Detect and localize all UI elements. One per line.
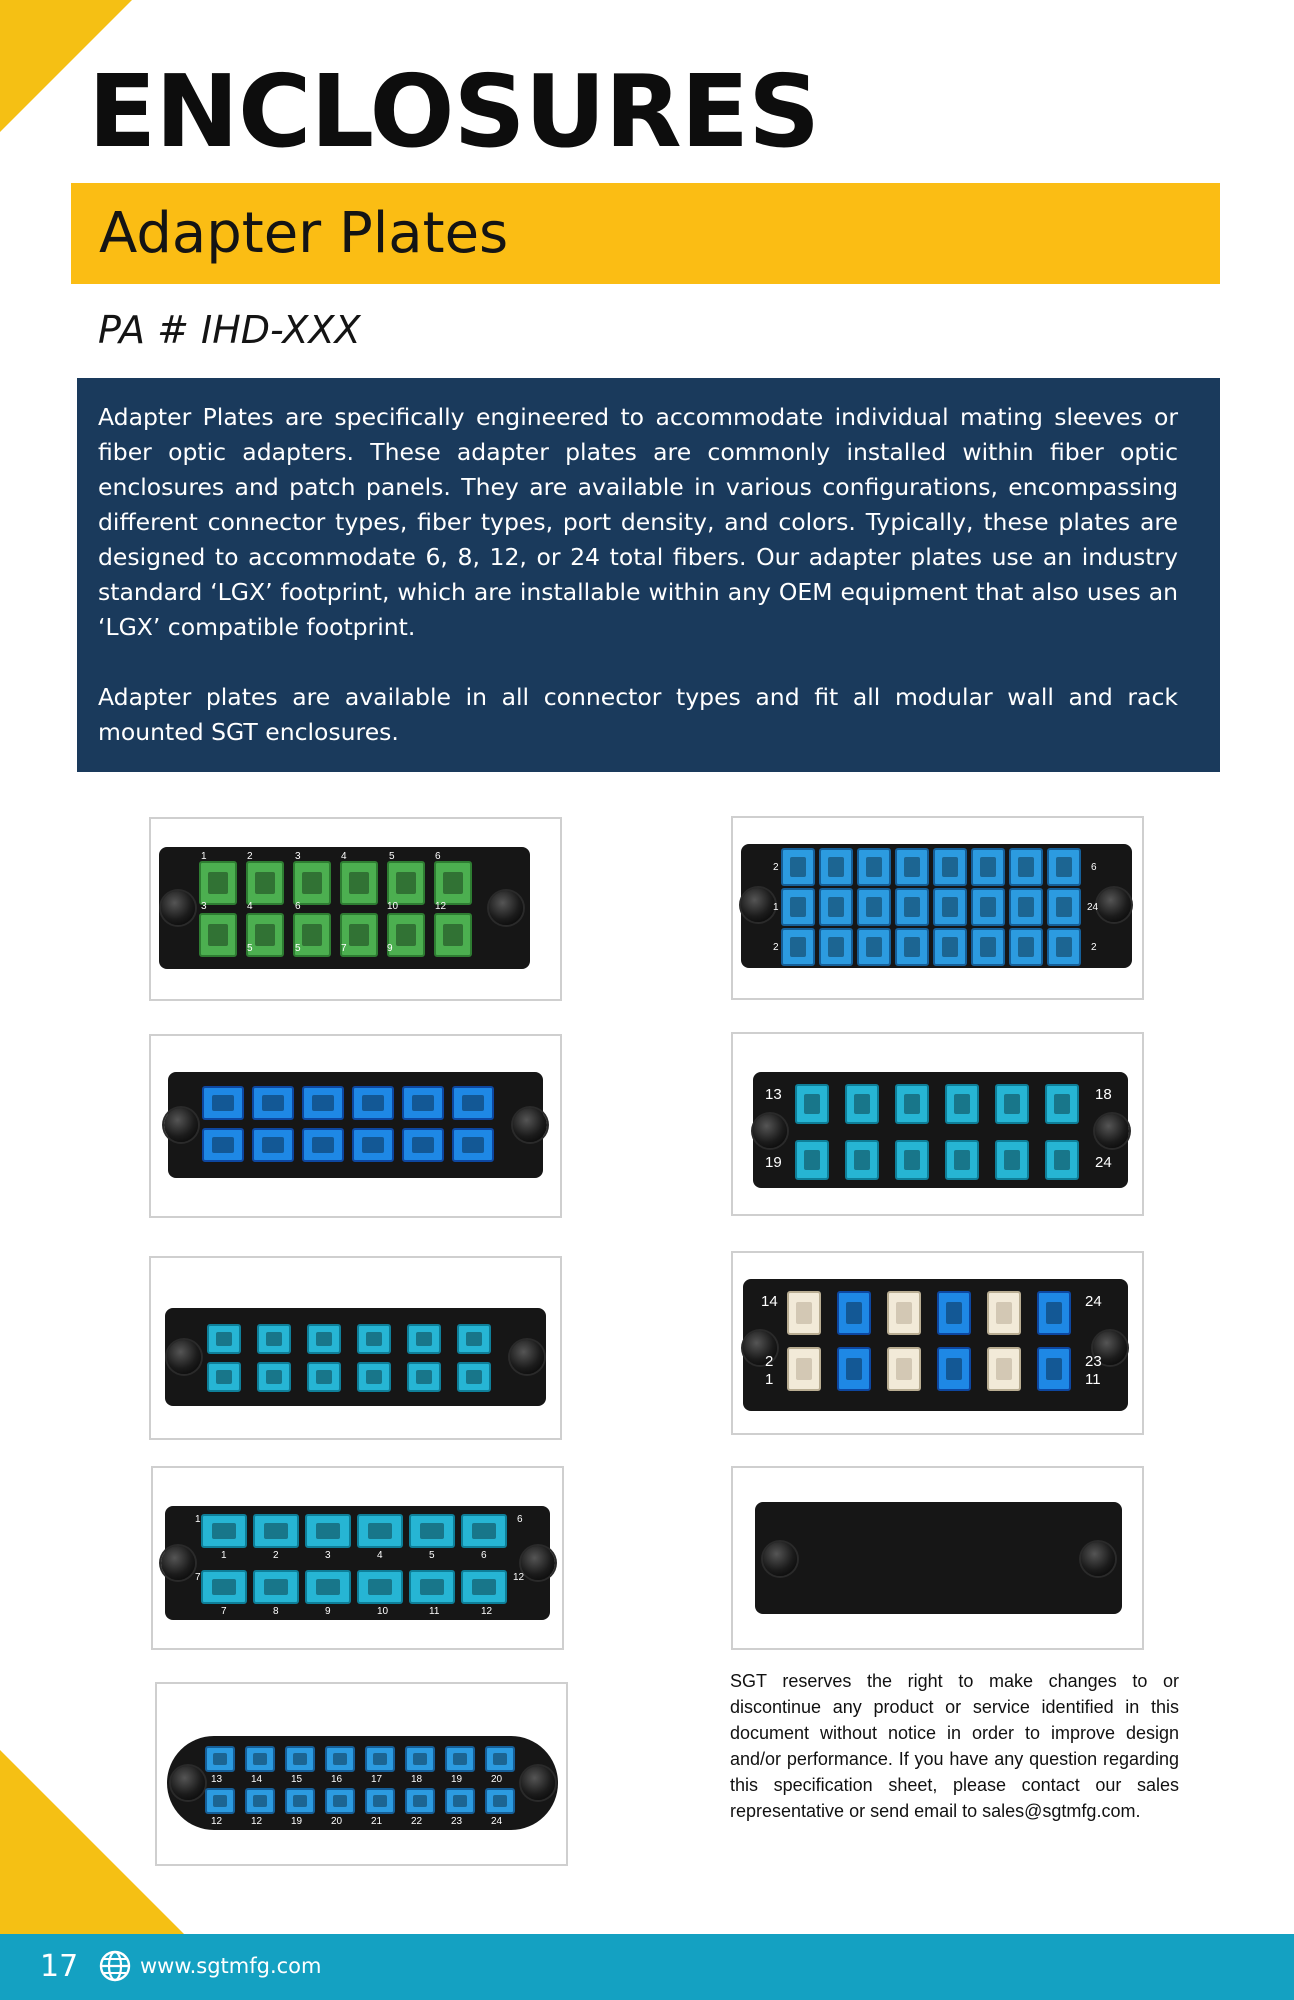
adapter-port bbox=[340, 861, 378, 905]
website-link[interactable]: www.sgtmfg.com bbox=[140, 1954, 322, 1978]
port-number-label: 12 bbox=[481, 1606, 493, 1617]
adapter-port bbox=[409, 1514, 455, 1548]
adapter-port bbox=[461, 1514, 507, 1548]
adapter-port bbox=[205, 1788, 235, 1814]
port-label: 2 bbox=[1091, 942, 1097, 953]
adapter-port bbox=[819, 888, 853, 926]
adapter-port bbox=[325, 1788, 355, 1814]
adapter-port bbox=[257, 1324, 291, 1354]
page-title: ENCLOSURES bbox=[88, 53, 820, 170]
product-image-blue-lc-plate bbox=[149, 1034, 562, 1218]
adapter-port bbox=[409, 1570, 455, 1604]
adapter-port bbox=[987, 1347, 1021, 1391]
port-number-label: 14 bbox=[251, 1774, 263, 1785]
adapter-port bbox=[933, 928, 967, 966]
adapter-port bbox=[895, 1084, 929, 1124]
port-number-label: 12 bbox=[211, 1816, 223, 1827]
adapter-port bbox=[407, 1362, 441, 1392]
port-number-label: 11 bbox=[429, 1606, 440, 1617]
thumbscrew-right bbox=[1095, 1114, 1129, 1148]
port-label: 7 bbox=[341, 943, 347, 954]
port-label: 2 bbox=[765, 1353, 774, 1370]
adapter-port bbox=[895, 1140, 929, 1180]
adapter-port bbox=[937, 1347, 971, 1391]
description-paragraph-2: Adapter plates are available in all connector types and fit all modular wall and rack mounted SGT enclosures. bbox=[98, 683, 1178, 746]
adapter-plate-panel bbox=[743, 1279, 1128, 1411]
adapter-plate-panel bbox=[167, 1736, 558, 1830]
adapter-port bbox=[352, 1086, 394, 1120]
port-label: 4 bbox=[341, 851, 347, 862]
port-label: 12 bbox=[513, 1572, 525, 1583]
port-label: 5 bbox=[247, 943, 253, 954]
adapter-port bbox=[357, 1362, 391, 1392]
adapter-port bbox=[205, 1746, 235, 1772]
thumbscrew-left bbox=[161, 1546, 195, 1580]
adapter-port bbox=[857, 888, 891, 926]
adapter-port bbox=[199, 861, 237, 905]
disclaimer-text: SGT reserves the right to make changes to or discontinue any product or service identified in this document without notice in order to improve design and/or performance. If you have any question regarding this specification sheet, please contact our sales representative or send email to sales@sgtmfg.com. bbox=[730, 1671, 1179, 1821]
adapter-port bbox=[387, 861, 425, 905]
adapter-port bbox=[461, 1570, 507, 1604]
port-label: 6 bbox=[295, 901, 301, 912]
adapter-port bbox=[1009, 888, 1043, 926]
description-box bbox=[77, 378, 1220, 772]
port-label: 2 bbox=[247, 851, 253, 862]
port-number-label: 20 bbox=[331, 1816, 343, 1827]
port-label: 1 bbox=[201, 851, 207, 862]
port-label: 2 bbox=[773, 862, 779, 873]
port-number-label: 24 bbox=[491, 1816, 503, 1827]
adapter-port bbox=[207, 1362, 241, 1392]
port-label: 4 bbox=[247, 901, 253, 912]
adapter-port bbox=[1037, 1347, 1071, 1391]
adapter-port bbox=[445, 1746, 475, 1772]
adapter-port bbox=[253, 1514, 299, 1548]
port-number-label: 1 bbox=[221, 1550, 227, 1561]
adapter-port bbox=[325, 1746, 355, 1772]
adapter-port bbox=[365, 1788, 395, 1814]
port-label: 24 bbox=[1087, 902, 1099, 913]
thumbscrew-right bbox=[521, 1546, 555, 1580]
adapter-port bbox=[357, 1514, 403, 1548]
adapter-port bbox=[485, 1788, 515, 1814]
adapter-port bbox=[895, 928, 929, 966]
port-label: 18 bbox=[1095, 1086, 1112, 1103]
port-label: 24 bbox=[1095, 1154, 1112, 1171]
adapter-port bbox=[245, 1788, 275, 1814]
product-image-green-lc-plate bbox=[149, 817, 562, 1001]
adapter-port bbox=[246, 861, 284, 905]
adapter-port bbox=[293, 861, 331, 905]
port-number-label: 12 bbox=[251, 1816, 263, 1827]
port-label: 24 bbox=[1085, 1293, 1102, 1310]
adapter-port bbox=[285, 1788, 315, 1814]
adapter-port bbox=[245, 1746, 275, 1772]
adapter-port bbox=[457, 1362, 491, 1392]
port-number-label: 22 bbox=[411, 1816, 423, 1827]
adapter-port bbox=[1047, 928, 1081, 966]
adapter-port bbox=[781, 848, 815, 886]
product-image-aqua-lc-12-plate bbox=[151, 1466, 564, 1650]
adapter-port bbox=[857, 848, 891, 886]
adapter-plate-panel bbox=[165, 1506, 550, 1620]
adapter-port bbox=[407, 1324, 441, 1354]
subtitle-bar bbox=[71, 183, 1220, 284]
port-label: 1 bbox=[195, 1514, 201, 1525]
adapter-port bbox=[307, 1324, 341, 1354]
adapter-port bbox=[202, 1086, 244, 1120]
adapter-port bbox=[819, 928, 853, 966]
port-label: 1 bbox=[765, 1371, 774, 1388]
port-label: 14 bbox=[761, 1293, 778, 1310]
adapter-port bbox=[887, 1347, 921, 1391]
port-number-label: 16 bbox=[331, 1774, 343, 1785]
adapter-port bbox=[252, 1128, 294, 1162]
adapter-plate-panel bbox=[159, 847, 530, 969]
port-label: 3 bbox=[201, 901, 207, 912]
thumbscrew-left bbox=[753, 1114, 787, 1148]
port-label: 5 bbox=[295, 943, 301, 954]
adapter-port bbox=[1037, 1291, 1071, 1335]
adapter-port bbox=[781, 888, 815, 926]
adapter-port bbox=[357, 1324, 391, 1354]
adapter-port bbox=[199, 913, 237, 957]
adapter-port bbox=[837, 1347, 871, 1391]
port-number-label: 7 bbox=[221, 1606, 227, 1617]
adapter-port bbox=[1047, 888, 1081, 926]
adapter-port bbox=[365, 1746, 395, 1772]
adapter-port bbox=[945, 1084, 979, 1124]
port-label: 23 bbox=[1085, 1353, 1102, 1370]
thumbscrew-right bbox=[521, 1766, 555, 1800]
page-number: 17 bbox=[40, 1949, 79, 1984]
port-number-label: 10 bbox=[377, 1606, 389, 1617]
adapter-port bbox=[257, 1362, 291, 1392]
adapter-port bbox=[207, 1324, 241, 1354]
port-number-label: 8 bbox=[273, 1606, 279, 1617]
product-image-blank-plate bbox=[731, 1466, 1144, 1650]
port-label: 3 bbox=[295, 851, 301, 862]
port-label: 11 bbox=[1085, 1371, 1101, 1388]
part-number: PA # IHD-XXX bbox=[98, 308, 361, 352]
product-image-blue-high-density-plate bbox=[731, 816, 1144, 1000]
thumbscrew-left bbox=[171, 1766, 205, 1800]
adapter-port bbox=[305, 1514, 351, 1548]
adapter-port bbox=[1045, 1140, 1079, 1180]
thumbscrew-left bbox=[161, 891, 195, 925]
adapter-port bbox=[895, 888, 929, 926]
adapter-port bbox=[201, 1514, 247, 1548]
adapter-port bbox=[895, 848, 929, 886]
adapter-port bbox=[253, 1570, 299, 1604]
product-image-cream-sc-plate bbox=[731, 1251, 1144, 1435]
thumbscrew-right bbox=[489, 891, 523, 925]
adapter-port bbox=[995, 1140, 1029, 1180]
port-number-label: 2 bbox=[273, 1550, 279, 1561]
thumbscrew-left bbox=[167, 1340, 201, 1374]
adapter-port bbox=[485, 1746, 515, 1772]
port-number-label: 3 bbox=[325, 1550, 331, 1561]
adapter-port bbox=[352, 1128, 394, 1162]
adapter-port bbox=[987, 1291, 1021, 1335]
adapter-port bbox=[787, 1291, 821, 1335]
port-label: 6 bbox=[1091, 862, 1097, 873]
adapter-port bbox=[402, 1086, 444, 1120]
adapter-port bbox=[845, 1084, 879, 1124]
thumbscrew-left bbox=[741, 888, 775, 922]
adapter-port bbox=[307, 1362, 341, 1392]
port-number-label: 5 bbox=[429, 1550, 435, 1561]
adapter-port bbox=[795, 1140, 829, 1180]
adapter-port bbox=[285, 1746, 315, 1772]
adapter-port bbox=[933, 888, 967, 926]
port-number-label: 23 bbox=[451, 1816, 463, 1827]
port-number-label: 9 bbox=[325, 1606, 331, 1617]
adapter-port bbox=[452, 1128, 494, 1162]
adapter-port bbox=[937, 1291, 971, 1335]
adapter-port bbox=[945, 1140, 979, 1180]
adapter-port bbox=[857, 928, 891, 966]
adapter-plate-panel bbox=[741, 844, 1132, 968]
adapter-port bbox=[795, 1084, 829, 1124]
thumbscrew-right bbox=[1097, 888, 1131, 922]
adapter-port bbox=[1009, 928, 1043, 966]
port-number-label: 19 bbox=[291, 1816, 303, 1827]
globe-icon bbox=[98, 1949, 132, 1983]
product-image-aqua-sc-numbered-plate bbox=[731, 1032, 1144, 1216]
port-number-label: 15 bbox=[291, 1774, 303, 1785]
adapter-port bbox=[845, 1140, 879, 1180]
port-label: 1 bbox=[773, 902, 779, 913]
adapter-plate-panel bbox=[168, 1072, 543, 1178]
adapter-port bbox=[457, 1324, 491, 1354]
port-label: 2 bbox=[773, 942, 779, 953]
adapter-plate-panel bbox=[755, 1502, 1122, 1614]
adapter-port bbox=[971, 888, 1005, 926]
adapter-port bbox=[202, 1128, 244, 1162]
adapter-port bbox=[887, 1291, 921, 1335]
adapter-port bbox=[405, 1788, 435, 1814]
section-subtitle: Adapter Plates bbox=[99, 201, 509, 266]
adapter-plate-panel bbox=[753, 1072, 1128, 1188]
adapter-port bbox=[357, 1570, 403, 1604]
port-number-label: 19 bbox=[451, 1774, 463, 1785]
port-number-label: 4 bbox=[377, 1550, 383, 1561]
adapter-port bbox=[302, 1086, 344, 1120]
adapter-port bbox=[402, 1128, 444, 1162]
port-label: 10 bbox=[387, 901, 399, 912]
port-label: 12 bbox=[435, 901, 447, 912]
port-label: 9 bbox=[387, 943, 393, 954]
adapter-port bbox=[445, 1788, 475, 1814]
port-label: 7 bbox=[195, 1572, 201, 1583]
adapter-port bbox=[971, 848, 1005, 886]
adapter-port bbox=[787, 1347, 821, 1391]
thumbscrew-right bbox=[513, 1108, 547, 1142]
thumbscrew-right bbox=[510, 1340, 544, 1374]
adapter-port bbox=[305, 1570, 351, 1604]
adapter-port bbox=[452, 1086, 494, 1120]
port-number-label: 17 bbox=[371, 1774, 383, 1785]
adapter-port bbox=[302, 1128, 344, 1162]
port-number-label: 21 bbox=[371, 1816, 383, 1827]
adapter-port bbox=[971, 928, 1005, 966]
port-label: 6 bbox=[517, 1514, 523, 1525]
adapter-port bbox=[995, 1084, 1029, 1124]
footer-bar bbox=[0, 1934, 1294, 2000]
port-number-label: 13 bbox=[211, 1774, 223, 1785]
adapter-port bbox=[434, 913, 472, 957]
product-image-blue-lc-16-plate bbox=[155, 1682, 568, 1866]
adapter-port bbox=[837, 1291, 871, 1335]
description-paragraph-1: Adapter Plates are specifically engineered to accommodate individual mating sleeves or fiber optic adapters. These adapter plates are commonly installed within fiber optic enclosures and patch panels. They are available in various configurations, encompassing different connector types, fiber types, port density, and colors. Typically, these plates are designed to accommodate 6, 8, 12, or 24 total fibers. Our adapter plates use an industry standard ‘LGX’ footprint, which are installable within any OEM equipment that also uses an ‘LGX’ compatible footprint. bbox=[98, 403, 1178, 641]
port-number-label: 18 bbox=[411, 1774, 423, 1785]
adapter-port bbox=[405, 1746, 435, 1772]
adapter-port bbox=[1045, 1084, 1079, 1124]
thumbscrew-right bbox=[1081, 1542, 1115, 1576]
adapter-port bbox=[1009, 848, 1043, 886]
product-image-aqua-sc-plate bbox=[149, 1256, 562, 1440]
port-label: 19 bbox=[765, 1154, 782, 1171]
adapter-port bbox=[1047, 848, 1081, 886]
port-number-label: 6 bbox=[481, 1550, 487, 1561]
port-label: 5 bbox=[389, 851, 395, 862]
adapter-port bbox=[933, 848, 967, 886]
port-label: 13 bbox=[765, 1086, 782, 1103]
adapter-port bbox=[252, 1086, 294, 1120]
thumbscrew-left bbox=[763, 1542, 797, 1576]
adapter-port bbox=[781, 928, 815, 966]
adapter-port bbox=[819, 848, 853, 886]
port-number-label: 20 bbox=[491, 1774, 503, 1785]
adapter-plate-panel bbox=[165, 1308, 546, 1406]
adapter-port bbox=[434, 861, 472, 905]
adapter-port bbox=[201, 1570, 247, 1604]
port-label: 6 bbox=[435, 851, 441, 862]
thumbscrew-left bbox=[164, 1108, 198, 1142]
